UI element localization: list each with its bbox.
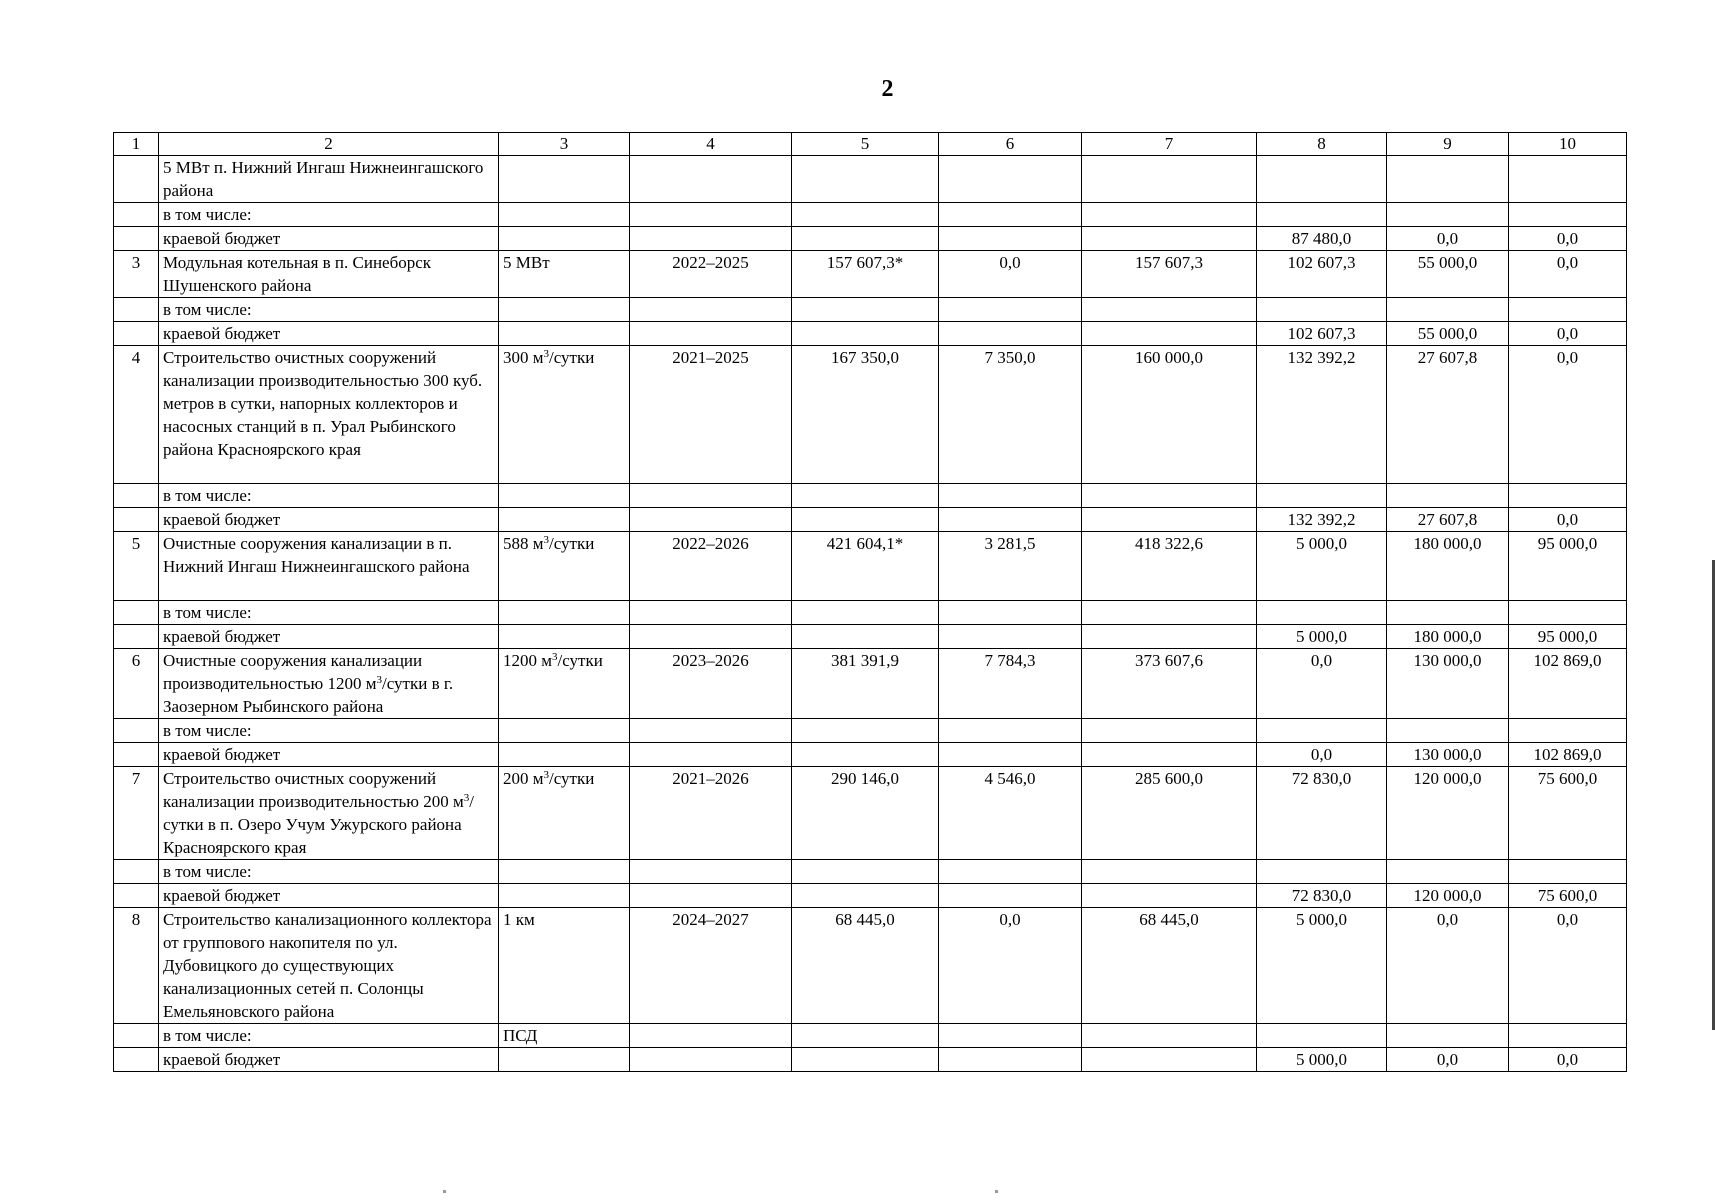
- cell-col-3: [499, 484, 630, 508]
- cell-col-8: [1257, 156, 1387, 203]
- cell-col-9: 55 000,0: [1387, 251, 1509, 298]
- scan-speck: [443, 1190, 446, 1193]
- project-row: [114, 251, 1627, 298]
- cell-col-10: [1509, 484, 1627, 508]
- cell-col-2: в том числе:: [159, 484, 499, 508]
- cell-col-8: [1257, 1024, 1387, 1048]
- cell-col-10: [1509, 860, 1627, 884]
- cell-col-5: [792, 719, 939, 743]
- cell-col-6: [939, 484, 1082, 508]
- cell-col-4: [630, 601, 792, 625]
- cell-col-1: [114, 156, 159, 203]
- cell-col-5: 68 445,0: [792, 908, 939, 1024]
- cell-col-7: [1082, 156, 1257, 203]
- cell-col-4: [630, 1024, 792, 1048]
- unit-tail: /сутки: [549, 534, 595, 553]
- cell-col-8: 0,0: [1257, 649, 1387, 719]
- column-number: 6: [939, 133, 1082, 156]
- column-number: 10: [1509, 133, 1627, 156]
- cell-col-5: [792, 322, 939, 346]
- cell-col-2: краевой бюджет: [159, 625, 499, 649]
- cell-col-10: 0,0: [1509, 908, 1627, 1024]
- cell-col-3: 5 МВт: [499, 251, 630, 298]
- cell-col-2: в том числе:: [159, 719, 499, 743]
- cell-col-5: 167 350,0: [792, 346, 939, 484]
- cell-col-7: 160 000,0: [1082, 346, 1257, 484]
- cell-col-1: [114, 1048, 159, 1072]
- budget-subrow: [114, 860, 1627, 884]
- cell-col-3: [499, 860, 630, 884]
- cell-col-9: 130 000,0: [1387, 649, 1509, 719]
- cell-col-3: [499, 227, 630, 251]
- cell-col-2: краевой бюджет: [159, 227, 499, 251]
- cell-col-3: [499, 156, 630, 203]
- cell-col-5: [792, 601, 939, 625]
- unit-text: 1200 м: [503, 651, 553, 670]
- cell-col-5: [792, 156, 939, 203]
- cell-col-7: [1082, 719, 1257, 743]
- cell-col-4: [630, 203, 792, 227]
- cell-col-3: [499, 767, 630, 860]
- cell-col-7: 157 607,3: [1082, 251, 1257, 298]
- scan-speck: [995, 1190, 998, 1193]
- cell-col-2: в том числе:: [159, 203, 499, 227]
- cell-col-4: [630, 625, 792, 649]
- cell-col-8: 5 000,0: [1257, 1048, 1387, 1072]
- cell-col-1: [114, 884, 159, 908]
- cell-col-5: [792, 625, 939, 649]
- cell-col-2: Строительство очистных сооружений канализации производительностью 200 $м^3$/сутки в п. Озеро Учум Ужурского района Красноярского края: [159, 767, 499, 860]
- cell-col-1: [114, 484, 159, 508]
- cell-col-7: [1082, 625, 1257, 649]
- cell-col-8: [1257, 484, 1387, 508]
- cell-col-3: [499, 884, 630, 908]
- cell-col-10: [1509, 156, 1627, 203]
- cell-col-4: [630, 156, 792, 203]
- cell-col-9: [1387, 203, 1509, 227]
- project-row: [114, 767, 1627, 860]
- cell-col-1: [114, 1024, 159, 1048]
- cell-col-7: 285 600,0: [1082, 767, 1257, 860]
- cell-col-8: 5 000,0: [1257, 908, 1387, 1024]
- budget-subrow: [114, 719, 1627, 743]
- cell-col-3: [499, 719, 630, 743]
- cell-col-3: [499, 346, 630, 484]
- cell-col-8: 5 000,0: [1257, 625, 1387, 649]
- cell-col-3: [499, 743, 630, 767]
- cell-col-9: 27 607,8: [1387, 346, 1509, 484]
- cell-col-9: [1387, 484, 1509, 508]
- cell-col-2: в том числе:: [159, 860, 499, 884]
- budget-subrow: [114, 1048, 1627, 1072]
- cell-col-6: [939, 203, 1082, 227]
- cell-col-7: 373 607,6: [1082, 649, 1257, 719]
- column-number: 3: [499, 133, 630, 156]
- cell-col-5: [792, 484, 939, 508]
- cell-col-9: 0,0: [1387, 908, 1509, 1024]
- cell-col-9: 180 000,0: [1387, 532, 1509, 601]
- cell-col-2: в том числе:: [159, 601, 499, 625]
- cell-col-5: [792, 860, 939, 884]
- cell-col-9: 0,0: [1387, 1048, 1509, 1072]
- cell-col-10: 75 600,0: [1509, 884, 1627, 908]
- cell-col-10: 95 000,0: [1509, 532, 1627, 601]
- budget-subrow: [114, 743, 1627, 767]
- cell-col-4: 2023–2026: [630, 649, 792, 719]
- cell-col-7: [1082, 227, 1257, 251]
- cell-col-7: 418 322,6: [1082, 532, 1257, 601]
- cell-col-9: 130 000,0: [1387, 743, 1509, 767]
- cell-col-3: [499, 508, 630, 532]
- budget-subrow: [114, 884, 1627, 908]
- cell-col-6: 7 784,3: [939, 649, 1082, 719]
- cell-col-8: 72 830,0: [1257, 884, 1387, 908]
- cell-col-3: 1 км: [499, 908, 630, 1024]
- cell-col-4: 2024–2027: [630, 908, 792, 1024]
- cell-col-5: [792, 227, 939, 251]
- cell-col-2: Модульная котельная в п. Синеборск Шушенского района: [159, 251, 499, 298]
- cell-col-1: [114, 322, 159, 346]
- cell-col-2: Очистные сооружения канализации в п. Нижний Ингаш Нижнеингашского района: [159, 532, 499, 601]
- cell-col-4: [630, 884, 792, 908]
- cell-col-10: 75 600,0: [1509, 767, 1627, 860]
- cell-col-6: [939, 227, 1082, 251]
- cell-col-7: [1082, 743, 1257, 767]
- cell-col-8: 72 830,0: [1257, 767, 1387, 860]
- cell-col-1: 3: [114, 251, 159, 298]
- cell-col-10: 0,0: [1509, 508, 1627, 532]
- cell-col-6: 7 350,0: [939, 346, 1082, 484]
- cell-col-3: [499, 322, 630, 346]
- cell-col-2: краевой бюджет: [159, 1048, 499, 1072]
- cell-col-6: [939, 322, 1082, 346]
- cell-col-1: 4: [114, 346, 159, 484]
- cell-col-5: 381 391,9: [792, 649, 939, 719]
- cell-col-1: 5: [114, 532, 159, 601]
- cell-col-1: 7: [114, 767, 159, 860]
- cell-col-2: в том числе:: [159, 298, 499, 322]
- unit-superscript: 3: [543, 769, 550, 781]
- cell-col-2: краевой бюджет: [159, 884, 499, 908]
- cell-col-4: [630, 227, 792, 251]
- unit-superscript: 3: [543, 534, 550, 546]
- budget-subrow: [114, 322, 1627, 346]
- cell-col-1: [114, 298, 159, 322]
- unit-tail: /сутки: [549, 348, 595, 367]
- cell-col-2: краевой бюджет: [159, 743, 499, 767]
- cell-col-5: [792, 743, 939, 767]
- cell-col-10: 102 869,0: [1509, 649, 1627, 719]
- cell-col-5: 290 146,0: [792, 767, 939, 860]
- cell-col-8: [1257, 860, 1387, 884]
- cell-col-7: [1082, 860, 1257, 884]
- cell-col-2: Строительство очистных сооружений канализации производительностью 300 куб. метров в сутки, напорных коллекторов и насосных станций в п. Урал Рыбинского района Красноярского края: [159, 346, 499, 484]
- cell-col-4: [630, 743, 792, 767]
- cell-col-10: [1509, 719, 1627, 743]
- cell-col-1: [114, 601, 159, 625]
- cell-col-9: 27 607,8: [1387, 508, 1509, 532]
- column-number: 7: [1082, 133, 1257, 156]
- cell-col-8: 132 392,2: [1257, 508, 1387, 532]
- cell-col-3: ПСД: [499, 1024, 630, 1048]
- column-number: 9: [1387, 133, 1509, 156]
- column-number: 1: [114, 133, 159, 156]
- cell-col-1: 8: [114, 908, 159, 1024]
- cell-col-3: [499, 1048, 630, 1072]
- cell-col-7: [1082, 1024, 1257, 1048]
- cell-col-1: [114, 625, 159, 649]
- cell-col-6: [939, 884, 1082, 908]
- cell-col-6: [939, 156, 1082, 203]
- cell-col-4: [630, 860, 792, 884]
- cell-col-6: 4 546,0: [939, 767, 1082, 860]
- cell-col-9: [1387, 719, 1509, 743]
- cell-col-4: [630, 298, 792, 322]
- cell-col-3: [499, 203, 630, 227]
- cell-col-4: [630, 1048, 792, 1072]
- cell-col-4: 2021–2025: [630, 346, 792, 484]
- cell-col-9: 180 000,0: [1387, 625, 1509, 649]
- cell-col-10: [1509, 298, 1627, 322]
- column-number: 2: [159, 133, 499, 156]
- cell-col-9: 0,0: [1387, 227, 1509, 251]
- cell-col-2: краевой бюджет: [159, 508, 499, 532]
- cell-col-7: [1082, 484, 1257, 508]
- cell-col-6: [939, 298, 1082, 322]
- cell-col-5: [792, 508, 939, 532]
- project-row: [114, 649, 1627, 719]
- project-row: [114, 346, 1627, 484]
- cell-col-10: [1509, 601, 1627, 625]
- cell-col-6: [939, 1048, 1082, 1072]
- cell-col-6: [939, 860, 1082, 884]
- cell-col-6: [939, 508, 1082, 532]
- project-row: [114, 908, 1627, 1024]
- cell-col-1: 6: [114, 649, 159, 719]
- cell-col-1: [114, 227, 159, 251]
- cell-col-6: [939, 601, 1082, 625]
- cell-col-8: 132 392,2: [1257, 346, 1387, 484]
- cell-col-8: 87 480,0: [1257, 227, 1387, 251]
- cell-col-1: [114, 719, 159, 743]
- cell-col-7: [1082, 203, 1257, 227]
- cell-col-8: [1257, 298, 1387, 322]
- cell-col-5: [792, 1048, 939, 1072]
- budget-subrow: [114, 203, 1627, 227]
- unit-superscript: 3: [543, 348, 550, 360]
- cell-col-4: 2022–2026: [630, 532, 792, 601]
- cell-col-2: Очистные сооружения канализации производительностью 1200 $м^3$/сутки в г. Заозерном Рыбинского района: [159, 649, 499, 719]
- unit-text: 200 м: [503, 769, 544, 788]
- cell-col-3: [499, 298, 630, 322]
- cell-col-1: [114, 508, 159, 532]
- cell-col-6: [939, 743, 1082, 767]
- cell-col-7: 68 445,0: [1082, 908, 1257, 1024]
- cell-col-7: [1082, 884, 1257, 908]
- cell-col-4: [630, 484, 792, 508]
- cell-col-5: [792, 203, 939, 227]
- cell-col-9: 120 000,0: [1387, 884, 1509, 908]
- cell-col-2: краевой бюджет: [159, 322, 499, 346]
- budget-subrow: [114, 298, 1627, 322]
- cell-col-10: 0,0: [1509, 1048, 1627, 1072]
- column-number-row: [114, 133, 1627, 156]
- cell-col-10: [1509, 203, 1627, 227]
- cell-col-8: 102 607,3: [1257, 251, 1387, 298]
- budget-subrow: [114, 508, 1627, 532]
- cell-col-4: [630, 719, 792, 743]
- cell-col-6: [939, 625, 1082, 649]
- column-number: 8: [1257, 133, 1387, 156]
- cell-col-5: [792, 298, 939, 322]
- budget-subrow: [114, 625, 1627, 649]
- budget-subrow: [114, 1024, 1627, 1048]
- cell-col-9: [1387, 1024, 1509, 1048]
- unit-tail: /сутки: [557, 651, 603, 670]
- cell-col-2: Строительство канализационного коллектора от группового накопителя по ул. Дубовицкого до существующих канализационных сетей п. Солонцы Емельяновского района: [159, 908, 499, 1024]
- cell-col-7: [1082, 601, 1257, 625]
- unit-superscript: 3: [552, 651, 558, 663]
- cell-col-5: 157 607,3*: [792, 251, 939, 298]
- cell-col-1: [114, 860, 159, 884]
- cell-col-8: [1257, 601, 1387, 625]
- unit-text: 300 м: [503, 348, 544, 367]
- cell-col-10: 102 869,0: [1509, 743, 1627, 767]
- cell-col-10: 95 000,0: [1509, 625, 1627, 649]
- cell-col-9: [1387, 156, 1509, 203]
- budget-subrow: [114, 227, 1627, 251]
- cell-col-8: [1257, 203, 1387, 227]
- cell-col-6: 0,0: [939, 908, 1082, 1024]
- cell-col-1: [114, 203, 159, 227]
- cell-col-6: [939, 1024, 1082, 1048]
- column-number: 4: [630, 133, 792, 156]
- cell-col-5: [792, 884, 939, 908]
- cell-col-7: [1082, 508, 1257, 532]
- cell-col-3: [499, 625, 630, 649]
- unit-tail: /сутки: [549, 769, 595, 788]
- cell-col-8: 5 000,0: [1257, 532, 1387, 601]
- cell-col-7: [1082, 1048, 1257, 1072]
- cell-col-3: [499, 532, 630, 601]
- cell-col-10: 0,0: [1509, 346, 1627, 484]
- project-row: [114, 532, 1627, 601]
- cell-col-4: 2021–2026: [630, 767, 792, 860]
- budget-subrow: [114, 484, 1627, 508]
- cell-col-10: 0,0: [1509, 322, 1627, 346]
- cell-col-4: [630, 508, 792, 532]
- cell-col-6: 3 281,5: [939, 532, 1082, 601]
- cell-col-9: [1387, 860, 1509, 884]
- cell-col-8: 102 607,3: [1257, 322, 1387, 346]
- investment-table: [113, 132, 1627, 1072]
- project-row: [114, 156, 1627, 203]
- cell-col-4: 2022–2025: [630, 251, 792, 298]
- column-number: 5: [792, 133, 939, 156]
- budget-subrow: [114, 601, 1627, 625]
- cell-col-10: 0,0: [1509, 227, 1627, 251]
- cell-col-2: 5 МВт п. Нижний Ингаш Нижнеингашского района: [159, 156, 499, 203]
- cell-col-9: 55 000,0: [1387, 322, 1509, 346]
- cell-col-10: [1509, 1024, 1627, 1048]
- cell-col-6: [939, 719, 1082, 743]
- cell-col-5: 421 604,1*: [792, 532, 939, 601]
- cell-col-9: 120 000,0: [1387, 767, 1509, 860]
- cell-col-6: 0,0: [939, 251, 1082, 298]
- unit-text: 588 м: [503, 534, 544, 553]
- cell-col-4: [630, 322, 792, 346]
- cell-col-1: [114, 743, 159, 767]
- cell-col-2: в том числе:: [159, 1024, 499, 1048]
- cell-col-7: [1082, 298, 1257, 322]
- cell-col-8: [1257, 719, 1387, 743]
- cell-col-10: 0,0: [1509, 251, 1627, 298]
- cell-col-9: [1387, 298, 1509, 322]
- cell-col-3: [499, 649, 630, 719]
- cell-col-7: [1082, 322, 1257, 346]
- cell-col-3: [499, 601, 630, 625]
- cell-col-5: [792, 1024, 939, 1048]
- page-number: 2: [881, 76, 894, 102]
- cell-col-8: 0,0: [1257, 743, 1387, 767]
- cell-col-9: [1387, 601, 1509, 625]
